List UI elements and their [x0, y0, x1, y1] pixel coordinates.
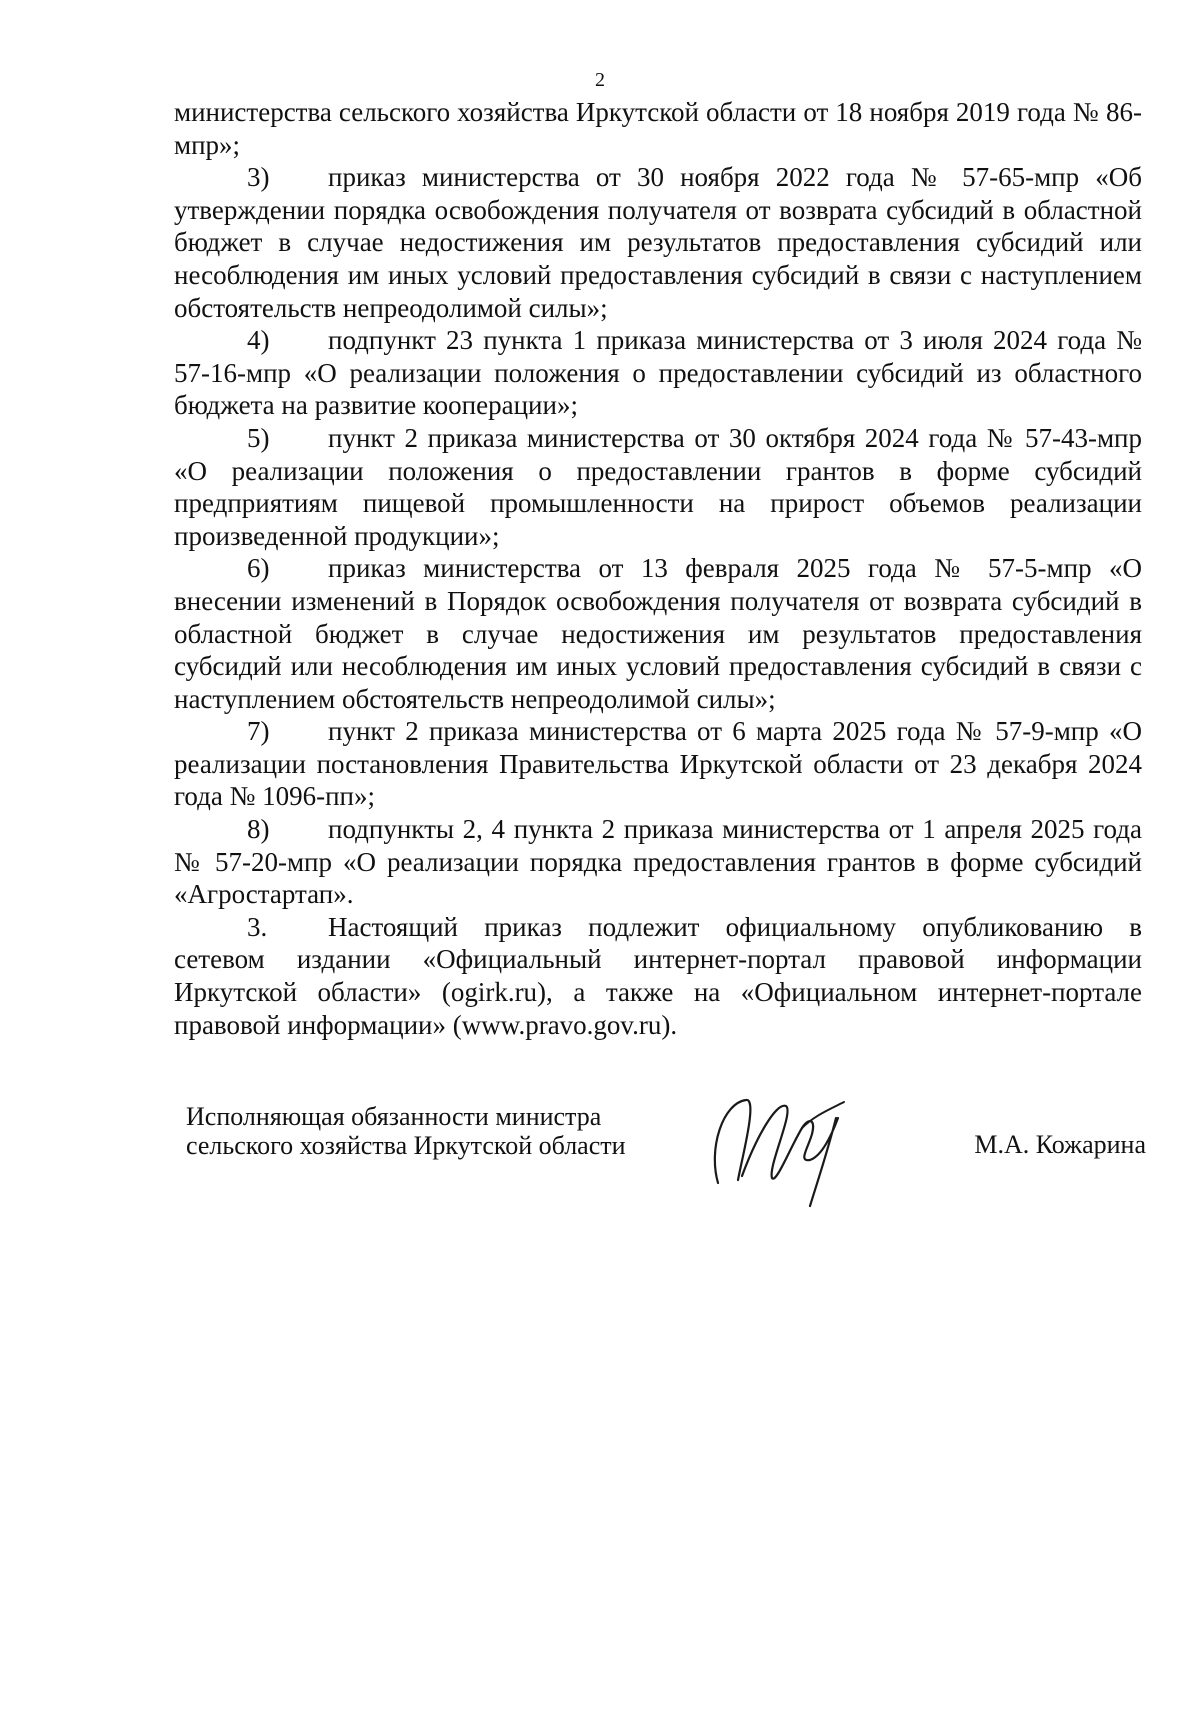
list-item-6 [174, 552, 1142, 715]
item-number: 3) [247, 162, 270, 193]
item-number: 4) [247, 325, 270, 356]
list-item-7 [174, 715, 1142, 813]
item-text: пункт 2 приказа министерства от 30 октября 2024 года № 57-43-мпр «О реализации положения о предоставлении грантов в форме субсидий предприятиям пищевой промышленности на прирост объемов реализации произведенной продукции»; [174, 422, 1142, 551]
handwritten-signature-icon [698, 1088, 868, 1208]
page-number: 2 [595, 69, 605, 91]
item-text: подпункты 2, 4 пункта 2 приказа министерства от 1 апреля 2025 года № 57-20-мпр «О реализации порядка предоставления грантов в форме субсидий «Агростартап». [174, 814, 1142, 910]
item-text: пункт 2 приказа министерства от 6 марта 2025 года № 57-9-мпр «О реализации постановления Правительства Иркутской области от 23 декабря 2024 года № 1096-пп»; [174, 716, 1142, 812]
signer-title-line-2: сельского хозяйства Иркутской области [186, 1131, 626, 1160]
section-text: Настоящий приказ подлежит официальному опубликованию в сетевом издании «Официальный интернет-портал правовой информации Иркутской области» (ogirk.ru), а также на «Официальном интернет-портале правовой информации» (www.pravo.gov.ru). [174, 911, 1142, 1040]
signer-name: М.А. Кожарина [974, 1130, 1146, 1159]
signer-title [186, 1102, 626, 1160]
list-item-5 [174, 422, 1142, 552]
list-item-8 [174, 813, 1142, 911]
signer-title-line-1: Исполняющая обязанности министра [186, 1102, 602, 1131]
item-text: приказ министерства от 13 февраля 2025 года № 57-5-мпр «О внесении изменений в Порядок освобождения получателя от возврата субсидий в областной бюджет в случае недостижения им результатов предоставления субсидий или несоблюдения им иных условий предоставления субсидий в связи с наступлением обстоятельств непреодолимой силы»; [174, 553, 1142, 714]
item-text: приказ министерства от 30 ноября 2022 года № 57-65-мпр «Об утверждении порядка освобождения получателя от возврата субсидий в областной бюджет в случае недостижения им результатов предоставления субсидий или несоблюдения им иных условий предоставления субсидий в связи с наступлением обстоятельств непреодолимой силы»; [174, 162, 1142, 323]
item-number: 6) [247, 553, 270, 584]
list-item-3 [174, 161, 1142, 324]
section-3 [174, 911, 1142, 1041]
section-number: 3. [247, 911, 268, 942]
signature-block [186, 1102, 1146, 1192]
list-item-4 [174, 324, 1142, 422]
item-text: подпункт 23 пункта 1 приказа министерства от 3 июля 2024 года № 57-16-мпр «О реализации положения о предоставлении субсидий из областного бюджета на развитие кооперации»; [174, 325, 1142, 421]
document-body [174, 96, 1142, 1041]
paragraph-continuation: министерства сельского хозяйства Иркутской области от 18 ноября 2019 года № 86-мпр»; [174, 97, 1142, 160]
item-number: 8) [247, 814, 270, 845]
item-number: 7) [247, 716, 270, 747]
item-number: 5) [247, 422, 270, 453]
